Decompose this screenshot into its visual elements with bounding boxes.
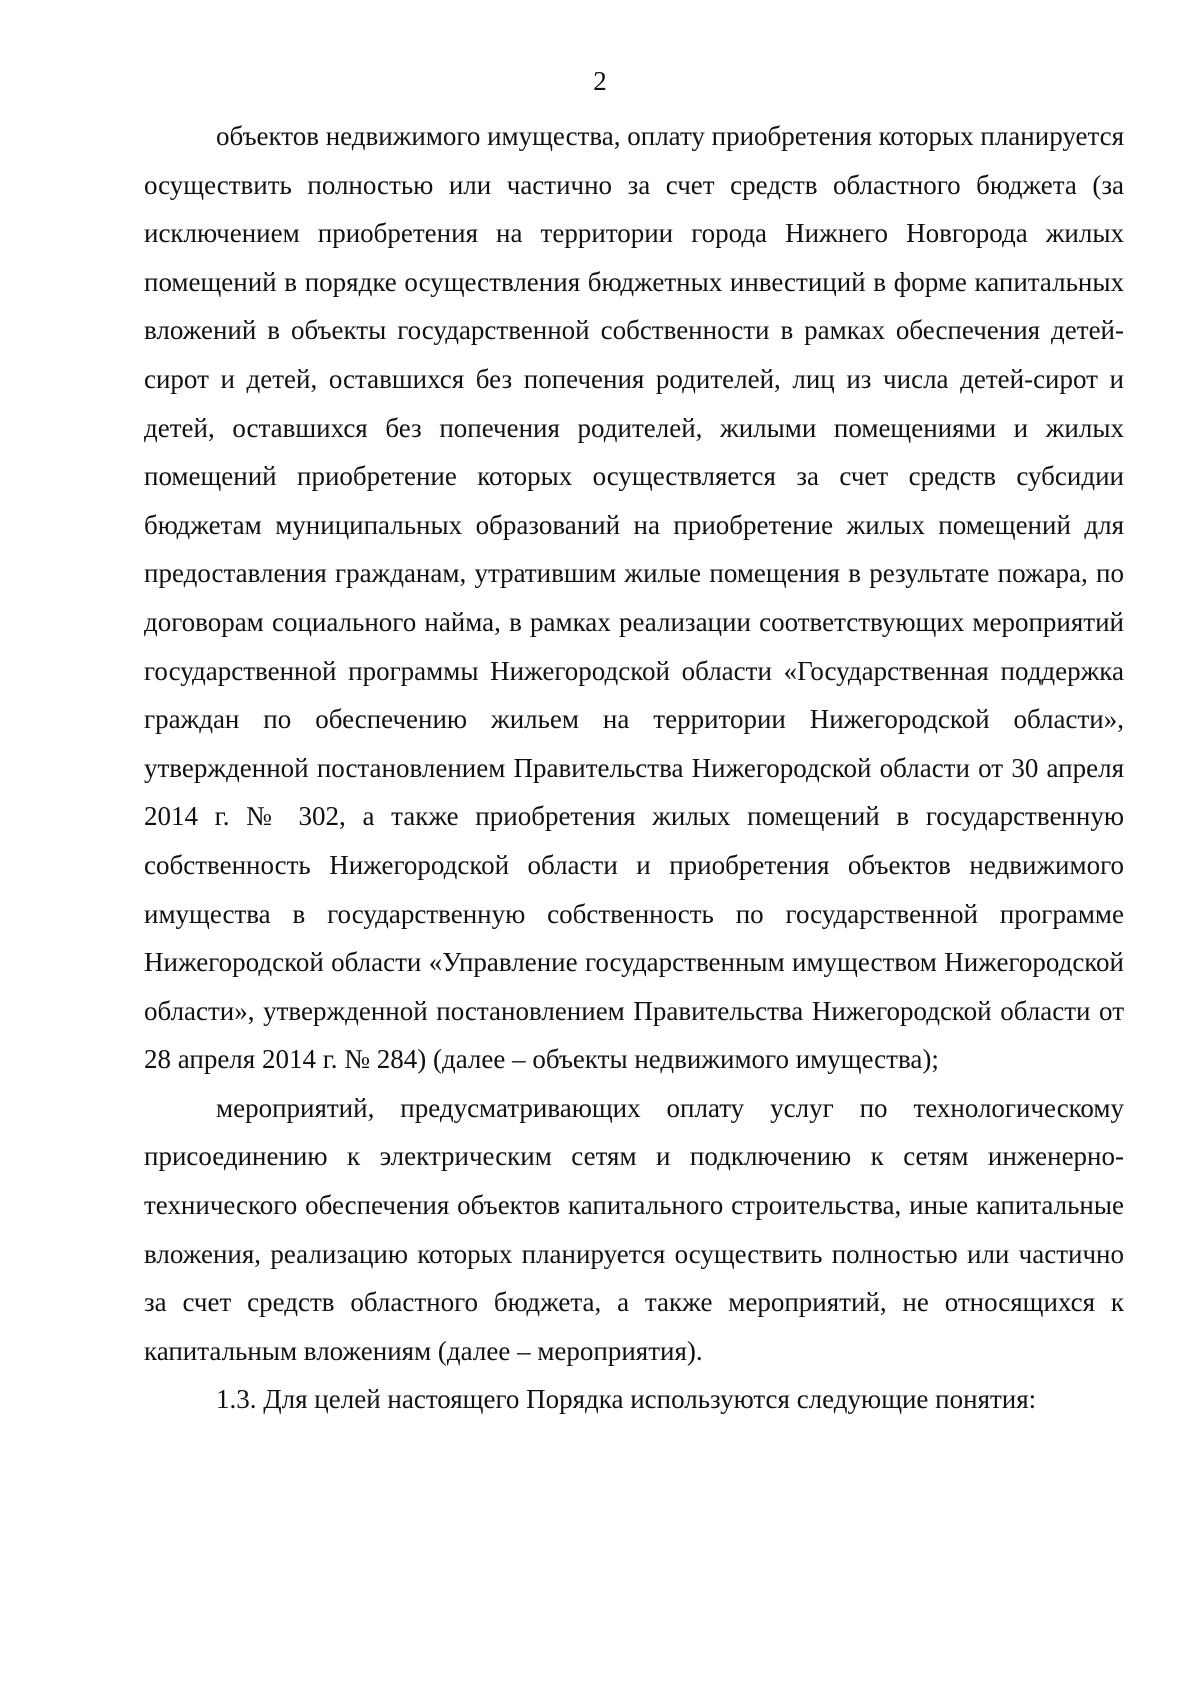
paragraph-real-estate-objects: объектов недвижимого имущества, оплату приобретения которых планируется осуществить полностью или частично за счет средств областного бюджета (за исключением приобретения на территории города Нижнего Новгорода жилых помещений в порядке осуществления бюджетных инвестиций в форме капитальных вложений в объекты государственной собственности в рамках обеспечения детей-сирот и детей, оставшихся без попечения родителей, лиц из числа детей-сирот и детей, оставшихся без попечения родителей, жилыми помещениями и жилых помещений приобретение которых осуществляется за счет средств субсидии бюджетам муниципальных образований на приобретение жилых помещений для предоставления гражданам, утратившим жилые помещения в результате пожара, по договорам социального найма, в рамках реализации соответствующих мероприятий государственной программы Нижегородской области «Государственная поддержка граждан по обеспечению жильем на территории Нижегородской области», утвержденной постановлением Правительства Нижегородской области от 30 апреля 2014 г. № 302, а также приобретения жилых помещений в государственную собственность Нижегородской области и приобретения объектов недвижимого имущества в государственную собственность по государственной программе Нижегородской области «Управление государственным имуществом Нижегородской области», утвержденной постановлением Правительства Нижегородской области от 28 апреля 2014 г. № 284) (далее – объекты недвижимого имущества); xyxy=(144,121,1124,1075)
document-body xyxy=(144,112,1124,1424)
page-number: 2 xyxy=(593,66,607,96)
paragraph-section-1-3: 1.3. Для целей настоящего Порядка используются следующие понятия: xyxy=(216,1384,1037,1415)
paragraph-measures: мероприятий, предусматривающих оплату услуг по технологическому присоединению к электрическим сетям и подключению к сетям инженерно-технического обеспечения объектов капитального строительства, иные капитальные вложения, реализацию которых планируется осуществить полностью или частично за счет средств областного бюджета, а также мероприятий, не относящихся к капитальным вложениям (далее – мероприятия). xyxy=(144,1092,1124,1366)
